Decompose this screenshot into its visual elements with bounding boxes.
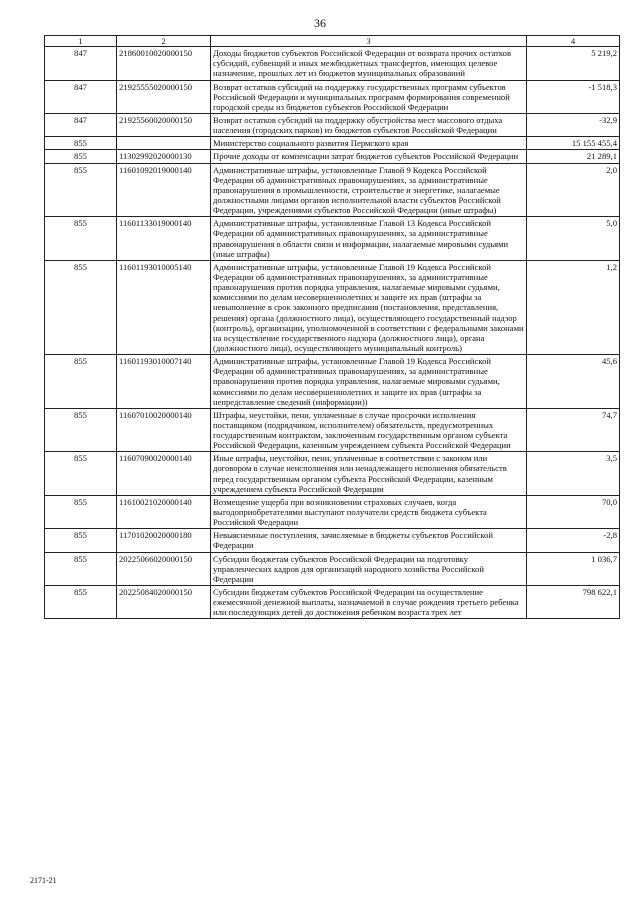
description-cell: Штрафы, неустойки, пени, уплаченные в случае просрочки исполнения поставщиком (подрядчиком, исполнителем) обязательств, предусмотренных государственным контрактом, заключенным государственным органом субъекта Российской Федерации, казенным учреждением субъекта Российской Федерации	[211, 408, 527, 452]
amount-cell: 2,0	[527, 163, 620, 217]
admin-code-cell: 847	[45, 113, 117, 136]
description-cell: Прочие доходы от компенсации затрат бюджетов субъектов Российской Федерации	[211, 150, 527, 163]
amount-cell: 45,6	[527, 355, 620, 409]
amount-cell: 70,0	[527, 495, 620, 528]
table-row	[45, 355, 620, 409]
description-cell: Иные штрафы, неустойки, пени, уплаченные в соответствии с законом или договором в случае неисполнения или ненадлежащего исполнения обязательств перед государственным органом субъекта Российской Федерации, казенным учреждением субъекта Российской Федерации	[211, 452, 527, 496]
table-row	[45, 47, 620, 80]
admin-code-cell: 855	[45, 217, 117, 261]
description-cell: Административные штрафы, установленные Главой 19 Кодекса Российской Федерации об административных правонарушениях, за административные правонарушения против порядка управления, налагаемые мировыми судьями, комиссиями по делам несовершеннолетних и защите их прав (штрафы за непредставление сведений (информации))	[211, 355, 527, 409]
table-row	[45, 113, 620, 136]
header-col-3: 3	[211, 36, 527, 47]
description-cell: Невыясненные поступления, зачисляемые в бюджеты субъектов Российской Федерации	[211, 529, 527, 552]
amount-cell: 1 036,7	[527, 552, 620, 585]
table-row	[45, 586, 620, 619]
budget-code-cell: 21925555020000150	[117, 80, 211, 113]
table-row	[45, 150, 620, 163]
footer-code: 2171-21	[30, 876, 57, 885]
description-cell: Доходы бюджетов субъектов Российской Федерации от возврата прочих остатков субсидий, субвенций и иных межбюджетных трансфертов, имеющих целевое назначение, прошлых лет из бюджетов муниципальных образований	[211, 47, 527, 80]
table-row	[45, 495, 620, 528]
budget-code-cell	[117, 137, 211, 150]
page-number: 36	[314, 16, 326, 30]
admin-code-cell: 855	[45, 529, 117, 552]
budget-code-cell: 11701020020000180	[117, 529, 211, 552]
budget-code-cell: 11601193010005140	[117, 260, 211, 354]
amount-cell: 5 219,2	[527, 47, 620, 80]
table-row	[45, 552, 620, 585]
header-col-1: 1	[45, 36, 117, 47]
description-cell: Административные штрафы, установленные Главой 13 Кодекса Российской Федерации об административных правонарушениях, за административные правонарушения в области связи и информации, налагаемые мировыми судьями (иные штрафы)	[211, 217, 527, 261]
table-body	[45, 47, 620, 619]
admin-code-cell: 847	[45, 47, 117, 80]
table-row	[45, 80, 620, 113]
header-col-2: 2	[117, 36, 211, 47]
admin-code-cell: 855	[45, 163, 117, 217]
table-row	[45, 163, 620, 217]
header-col-4: 4	[527, 36, 620, 47]
table-row	[45, 260, 620, 354]
admin-code-cell: 855	[45, 586, 117, 619]
budget-code-cell: 20225066020000150	[117, 552, 211, 585]
description-cell: Субсидии бюджетам субъектов Российской Федерации на осуществление ежемесячной денежной выплаты, назначаемой в случае рождения третьего ребенка или последующих детей до достижения ребенком возраста трех лет	[211, 586, 527, 619]
admin-code-cell: 855	[45, 552, 117, 585]
budget-code-cell: 21925560020000150	[117, 113, 211, 136]
revenue-table	[44, 35, 620, 619]
budget-code-cell: 11610021020000140	[117, 495, 211, 528]
table-row	[45, 217, 620, 261]
table-row	[45, 452, 620, 496]
admin-code-cell: 855	[45, 355, 117, 409]
budget-code-cell: 11601092019000140	[117, 163, 211, 217]
amount-cell: 3,5	[527, 452, 620, 496]
admin-code-cell: 855	[45, 150, 117, 163]
admin-code-cell: 855	[45, 495, 117, 528]
amount-cell: 15 155 455,4	[527, 137, 620, 150]
amount-cell: 74,7	[527, 408, 620, 452]
budget-code-cell: 11601193010007140	[117, 355, 211, 409]
table-header	[45, 36, 620, 47]
header-row	[45, 36, 620, 47]
description-cell: Министерство социального развития Пермского края	[211, 137, 527, 150]
budget-code-cell: 21860010020000150	[117, 47, 211, 80]
amount-cell: 1,2	[527, 260, 620, 354]
admin-code-cell: 847	[45, 80, 117, 113]
amount-cell: -32,9	[527, 113, 620, 136]
table-row	[45, 529, 620, 552]
admin-code-cell: 855	[45, 452, 117, 496]
description-cell: Возмещение ущерба при возникновении страховых случаев, когда выгодоприобретателями выступают получатели средств бюджета субъекта Российской Федерации	[211, 495, 527, 528]
description-cell: Возврат остатков субсидий на поддержку обустройства мест массового отдыха населения (городских парков) из бюджетов субъектов Российской Федерации	[211, 113, 527, 136]
budget-code-cell: 11601133019000140	[117, 217, 211, 261]
amount-cell: 798 622,1	[527, 586, 620, 619]
budget-code-cell: 20225084020000150	[117, 586, 211, 619]
description-cell: Возврат остатков субсидий на поддержку государственных программ субъектов Российской Федерации и муниципальных программ формирования современной городской среды из бюджетов субъектов Российской Федерации	[211, 80, 527, 113]
amount-cell: 5,0	[527, 217, 620, 261]
admin-code-cell: 855	[45, 260, 117, 354]
budget-code-cell: 11607090020000140	[117, 452, 211, 496]
table-row	[45, 408, 620, 452]
admin-code-cell: 855	[45, 408, 117, 452]
description-cell: Административные штрафы, установленные Главой 9 Кодекса Российской Федерации об административных правонарушениях, за административные правонарушения в промышленности, строительстве и энергетике, налагаемые должностными лицами органов исполнительной власти субъектов Российской Федерации, учреждениями субъектов Российской Федерации (иные штрафы)	[211, 163, 527, 217]
description-cell: Субсидии бюджетам субъектов Российской Федерации на подготовку управленческих кадров для организаций народного хозяйства Российской Федерации	[211, 552, 527, 585]
budget-code-cell: 11302992020000130	[117, 150, 211, 163]
amount-cell: -1 518,3	[527, 80, 620, 113]
description-cell: Административные штрафы, установленные Главой 19 Кодекса Российской Федерации об административных правонарушениях, за административные правонарушения против порядка управления, налагаемые мировыми судьями, комиссиями по делам несовершеннолетних и защите их прав (штрафы за невыполнение в срок законного предписания (постановления, представления, решения) органа (должностного лица), осуществляющего государственный надзор (контроль), организации, уполномоченной в соответствии с федеральными законами на осуществление государственного надзора (должностного лица), органа (должностного лица), осуществляющего муниципальный контроль)	[211, 260, 527, 354]
table-row	[45, 137, 620, 150]
admin-code-cell: 855	[45, 137, 117, 150]
budget-code-cell: 11607010020000140	[117, 408, 211, 452]
amount-cell: 21 289,1	[527, 150, 620, 163]
amount-cell: -2,8	[527, 529, 620, 552]
